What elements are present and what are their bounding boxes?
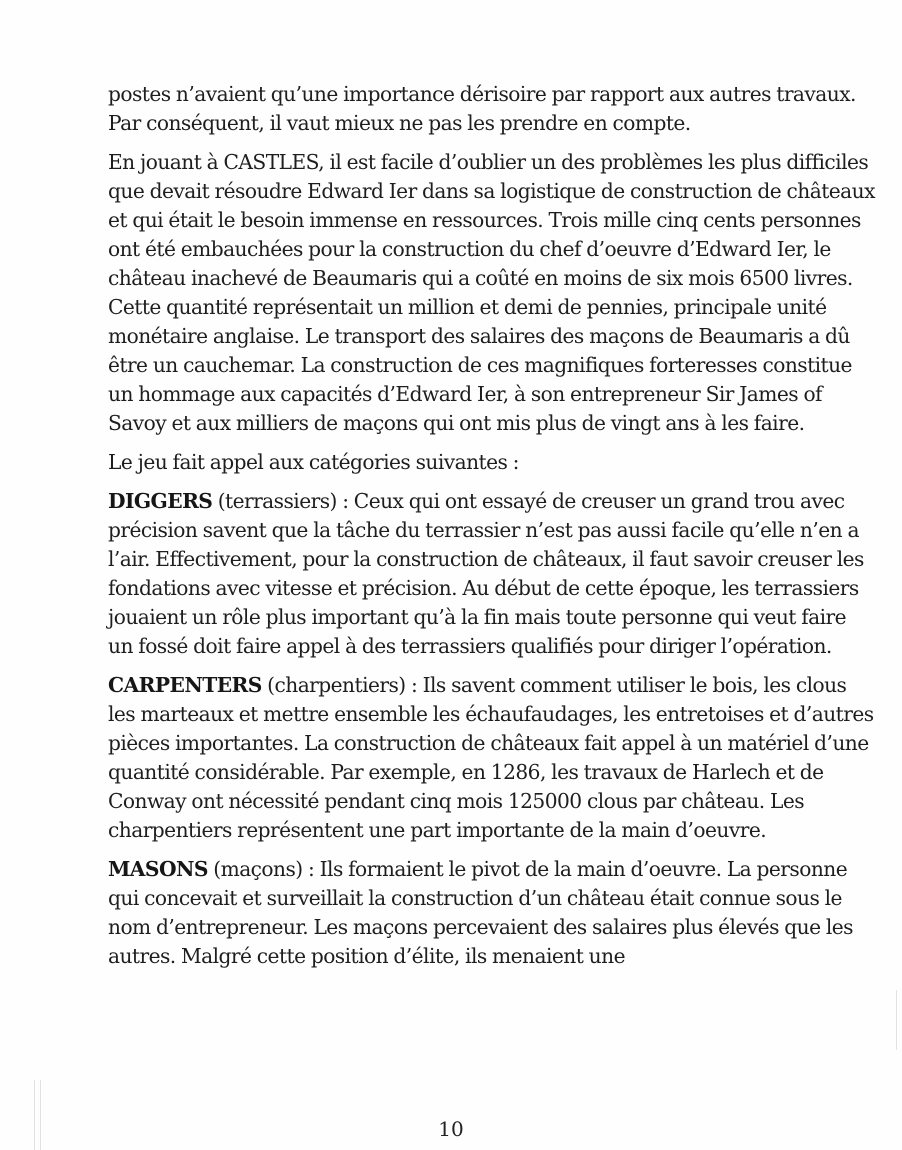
page-number: 10 <box>438 1117 464 1141</box>
scan-artifact-line <box>896 990 897 1050</box>
term-masons: MASONS <box>108 857 208 881</box>
scan-artifact-line <box>40 1080 41 1150</box>
paragraph-text: (terrassiers) : Ceux qui ont essayé de creuser un grand trou avec précision savent que la tâche du terrassier n’est pas aussi facile qu’elle n’en a l’air. Effectivement, pour la construction de châteaux, il faut savoir creuser les fondations avec vitesse et précision. Au début de cette époque, les terrassiers jouaient un rôle plus important qu’à la fin mais toute personne qui veut faire un fossé doit faire appel à des terrassiers qualifiés pour diriger l’opération. <box>108 489 864 658</box>
paragraph-categories-intro <box>108 448 876 477</box>
paragraph-text: (maçons) : Ils formaient le pivot de la main d’oeuvre. La personne qui concevait et surveillait la construction d’un château était connue sous le nom d’entrepreneur. Les maçons percevaient des salaires plus élevés que les autres. Malgré cette position d’élite, ils menaient une <box>108 857 853 968</box>
term-carpenters: CARPENTERS <box>108 673 262 697</box>
paragraph-text: En jouant à CASTLES, il est facile d’oublier un des problèmes les plus difficiles que devait résoudre Edward Ier dans sa logistique de construction de châteaux et qui était le besoin immense en ressources. Trois mille cinq cents personnes ont été embauchées pour la construction du chef d’oeuvre d’Edward Ier, le château inachevé de Beaumaris qui a coûté en moins de six mois 6500 livres. Cette quantité représentait un million et demi de pennies, principale unité monétaire anglaise. Le transport des salaires des maçons de Beaumaris a dû être un cauchemar. La construction de ces magnifiques forteresses constitue un hommage aux capacités d’Edward Ier, à son entrepreneur Sir James of Savoy et aux milliers de maçons qui ont mis plus de vingt ans à les faire. <box>108 150 875 435</box>
paragraph-text: (charpentiers) : Ils savent comment utiliser le bois, les clous les marteaux et mettre ensemble les échaufaudages, les entretoises et d’autres pièces importantes. La construction de châteaux fait appel à un matériel d’une quantité considérable. Par exemple, en 1286, les travaux de Harlech et de Conway ont nécessité pendant cinq mois 125000 clous par château. Les charpentiers représentent une part importante de la main d’oeuvre. <box>108 673 874 842</box>
paragraph-castles <box>108 148 876 438</box>
paragraph-text: postes n’avaient qu’une importance dérisoire par rapport aux autres travaux. Par conséquent, il vaut mieux ne pas les prendre en compte. <box>108 82 856 135</box>
scan-artifact-line <box>34 1080 35 1150</box>
paragraph-diggers <box>108 487 876 661</box>
term-diggers: DIGGERS <box>108 489 213 513</box>
paragraph-intro-continuation <box>108 80 876 138</box>
body-text <box>108 80 876 981</box>
paragraph-carpenters <box>108 671 876 845</box>
paragraph-masons <box>108 855 876 971</box>
paragraph-text: Le jeu fait appel aux catégories suivantes : <box>108 450 519 474</box>
